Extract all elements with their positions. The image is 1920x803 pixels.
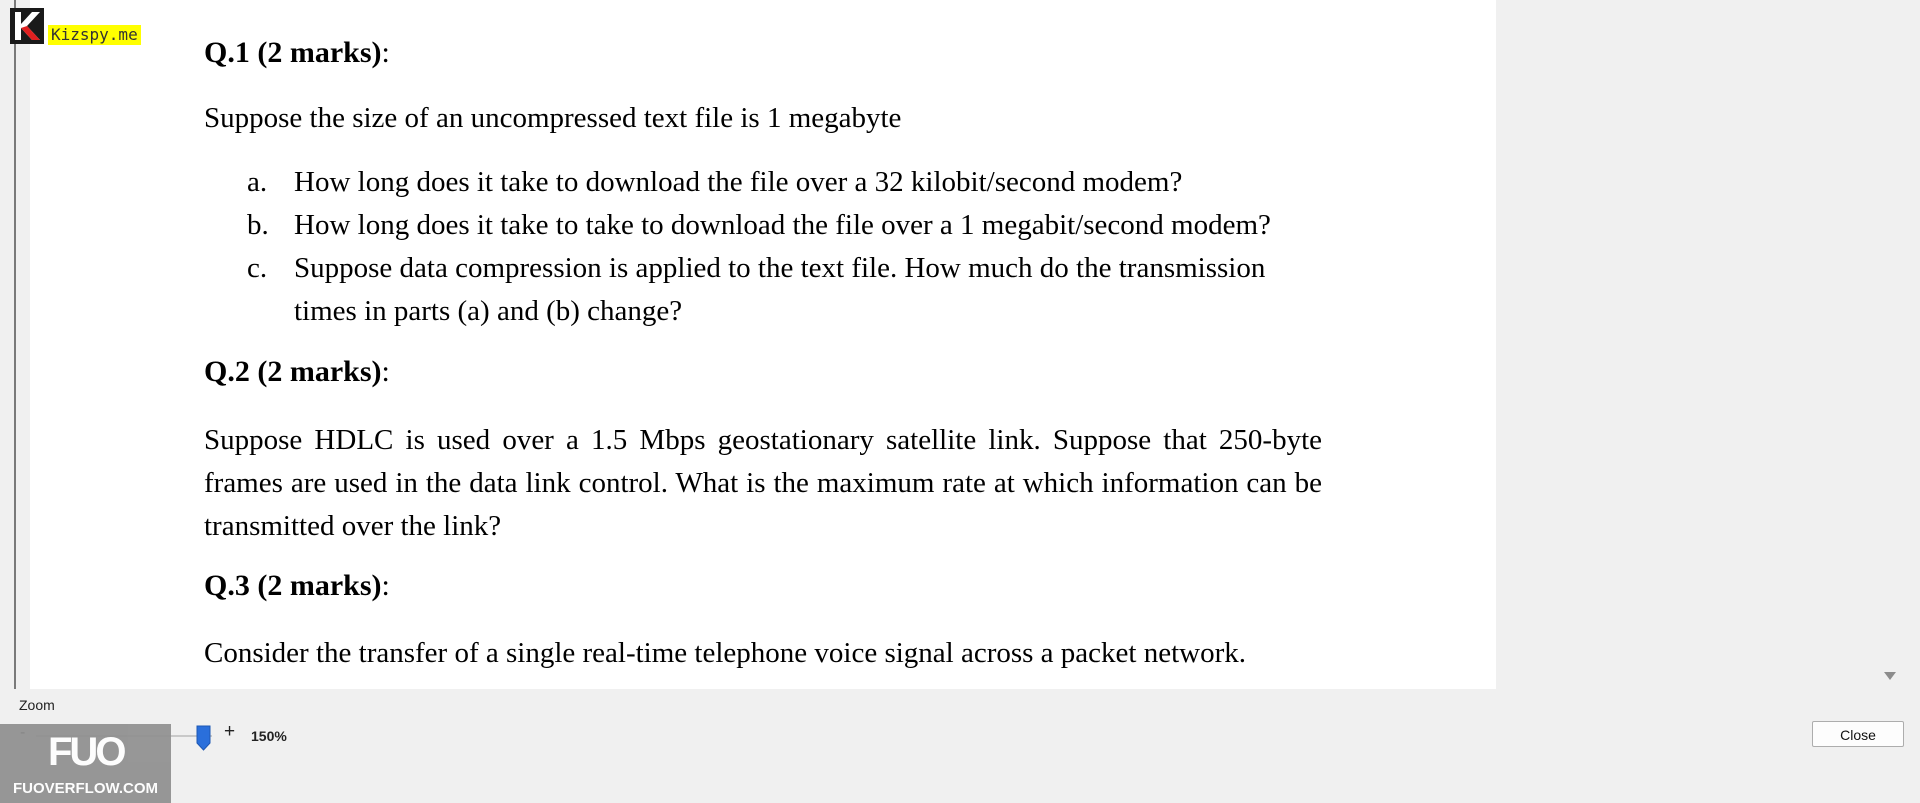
close-button[interactable]: Close <box>1812 721 1904 747</box>
vertical-scrollbar[interactable] <box>1878 0 1900 689</box>
document-page <box>30 0 1496 689</box>
fuoverflow-text: FUOVERFLOW.COM <box>13 780 158 797</box>
zoom-level-value: 150% <box>251 728 287 744</box>
q3-heading-text: Q.3 (2 marks) <box>204 569 382 602</box>
fuo-logo: FUO <box>48 730 124 774</box>
q1-item-c-text: Suppose data compression is applied to the text file. How much do the transmission times in parts (a) and (b) change? <box>294 252 1266 327</box>
q1-item-c-marker: c. <box>247 252 268 284</box>
zoom-label: Zoom <box>19 697 55 713</box>
kizspy-watermark-text: Kizspy.me <box>48 25 141 45</box>
q1-heading <box>204 36 390 70</box>
zoom-in-button[interactable]: + <box>224 721 236 742</box>
q2-body: Suppose HDLC is used over a 1.5 Mbps geostationary satellite link. Suppose that 250-byte frames are used in the data link control. What is the maximum rate at which information can be transmitted over the link? <box>204 424 1322 542</box>
q3-heading <box>204 569 390 603</box>
kizspy-logo-icon <box>10 8 44 44</box>
q2-heading <box>204 355 390 389</box>
q1-heading-colon: : <box>381 36 390 69</box>
q1-item-b-marker: b. <box>247 209 269 241</box>
scroll-down-arrow-icon[interactable] <box>1884 672 1896 680</box>
q1-heading-text: Q.1 (2 marks) <box>204 36 382 69</box>
q1-item-b-text: How long does it take to take to download the file over a 1 megabit/second modem? <box>294 209 1271 241</box>
viewer-left-border <box>14 0 16 689</box>
fuoverflow-watermark <box>0 724 171 803</box>
q2-heading-text: Q.2 (2 marks) <box>204 355 382 388</box>
q1-item-a-text: How long does it take to download the file over a 32 kilobit/second modem? <box>294 166 1183 198</box>
q3-heading-colon: : <box>381 569 390 602</box>
q3-body: Consider the transfer of a single real-time telephone voice signal across a packet network. <box>204 637 1247 669</box>
zoom-slider-thumb[interactable] <box>196 725 211 751</box>
q2-heading-colon: : <box>381 355 390 388</box>
q1-item-a-marker: a. <box>247 166 268 198</box>
q1-intro: Suppose the size of an uncompressed text file is 1 megabyte <box>204 102 902 134</box>
